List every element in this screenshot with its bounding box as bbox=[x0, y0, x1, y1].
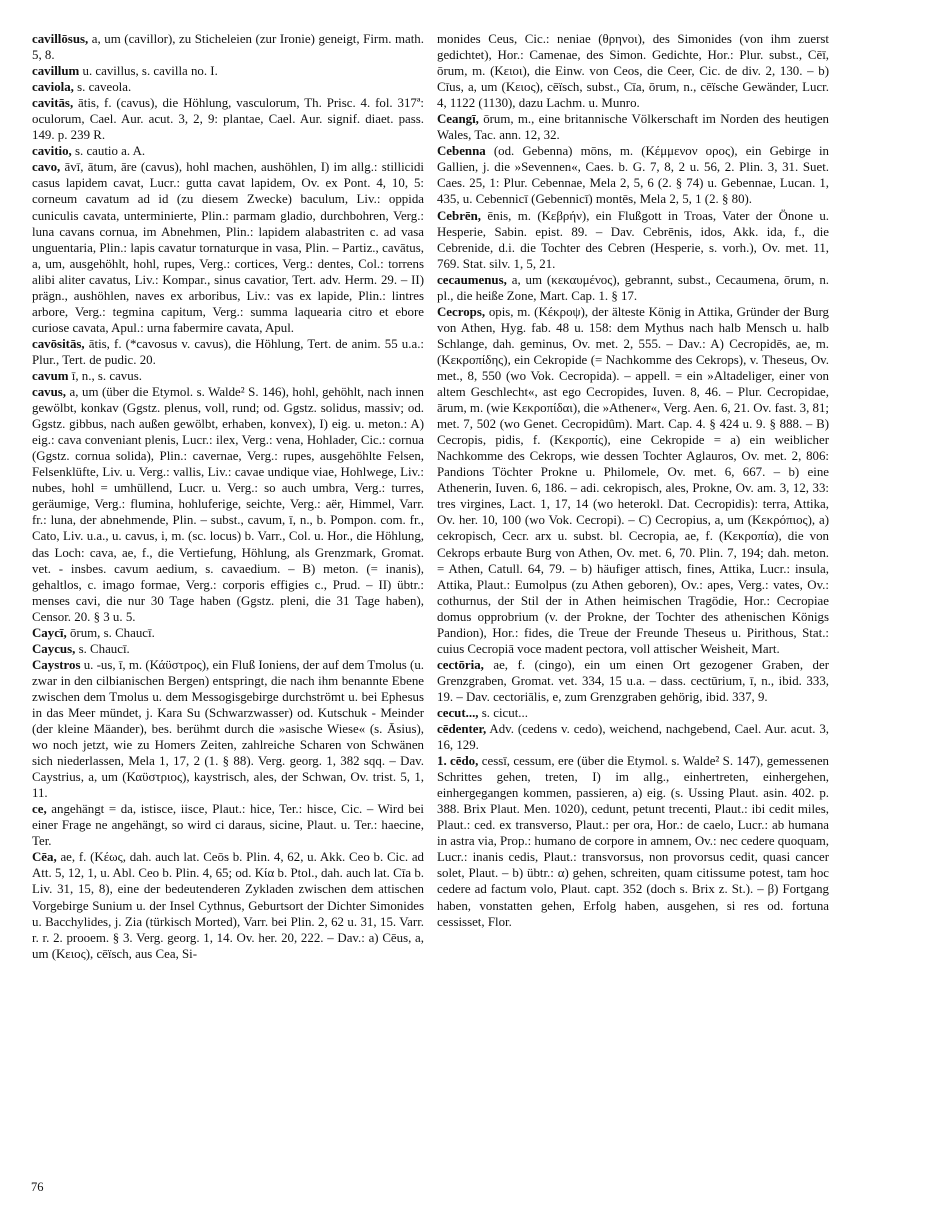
entry-definition: ēnis, m. (Κεβρήν), ein Flußgott in Troas, Vater der Önone u. Hesperie, Sabin. epist. 89. – Dav. Cebrēnis, idos, Akk. ida, f., die Cebrenide, d.i. die Tochter des Cebren (Hesperie, s. vorh.), Ov. met. 11, 769. Stat. silv. 1, 5, 21. bbox=[437, 208, 829, 271]
dictionary-entry bbox=[32, 641, 424, 657]
dictionary-entry bbox=[437, 753, 829, 930]
right-column bbox=[437, 31, 829, 930]
entry-definition: (od. Gebenna) mōns, m. (Κέμμενον ορος), ein Gebirge in Gallien, j. die »Sevennen«, Caes. b. G. 7, 8, 2 u. 56, 2. Plin. 3, 31. Suet. Caes. 25, 1: Plur. Cebennae, Mela 2, 5, 6 (2. § 74) u. Gebennae, Lucan. 1, 435, u. Cebennicī (Gebennicī) montēs, Mela 2, 5, 1 (2. § 80). bbox=[437, 144, 829, 207]
dictionary-entry bbox=[437, 721, 829, 753]
entry-headword: Caystros bbox=[32, 657, 81, 672]
dictionary-entry bbox=[437, 31, 829, 111]
entry-headword: cavitio, bbox=[32, 144, 72, 159]
entry-headword: cavitās, bbox=[32, 96, 74, 111]
dictionary-entry bbox=[32, 801, 424, 849]
dictionary-entry bbox=[437, 705, 829, 721]
entry-headword: cavo, bbox=[32, 160, 61, 175]
dictionary-entry bbox=[437, 111, 829, 143]
entry-headword: 1. cēdo, bbox=[437, 754, 479, 769]
entry-definition: ōrum, s. Chaucī. bbox=[69, 625, 155, 640]
dictionary-entry bbox=[32, 625, 424, 641]
dictionary-entry bbox=[32, 95, 424, 143]
entry-definition: angehängt = da, istisce, iisce, Plaut.: hice, Ter.: hisce, Cic. – Wird bei einer Frage ne angehängt, so wird ci daraus, sicine, Plaut. u. Ter.: haecine, Ter. bbox=[32, 802, 424, 849]
entry-definition: ae, f. (Κέως, dah. auch lat. Ceōs b. Plin. 4, 62, u. Akk. Ceo b. Cic. ad Att. 5, 12, 1, u. Abl. Ceo b. Plin. 4, 65; od. Κία b. Ptol., dah. auch lat. Cīa b. Liv. 31, 15, 8), eine der bedeutenderen Zykladen zwischen dem attischen Vorgebirge Sunium u. der Insel Cythnus, Geburtsort der Dichter Simonides u. Bacchylides, j. Zia (türkisch Morted), Varr. bei Plin. 2, 62 u. 31, 15. Varr. r. r. 2. prooem. § 3. Verg. georg. 1, 14. Ov. her. 20, 222. – Dav.: a) Cēus, a, um (Κειος), cēïsch, aus Cea, Si- bbox=[32, 850, 424, 961]
entry-definition: ātis, f. (cavus), die Höhlung, vasculorum, Th. Prisc. 4. fol. 317ª: oculorum, Cael. Aur. acut. 3, 2, 9: plantae, Cael. Aur. signif. diaet. pass. 149. p. 239 R. bbox=[32, 96, 424, 143]
entry-headword: cavōsitās, bbox=[32, 336, 85, 351]
dictionary-entry bbox=[32, 79, 424, 95]
entry-headword: Caycī, bbox=[32, 625, 67, 640]
dictionary-entry bbox=[32, 336, 424, 368]
dictionary-entry bbox=[437, 272, 829, 304]
entry-definition: s. caveola. bbox=[77, 80, 132, 95]
entry-definition: a, um (über die Etymol. s. Walde² S. 146), hohl, gehöhlt, nach innen gewölbt, konkav (Ggstz. plenus, voll, rund; od. Ggstz. solidus, massiv; od. Ggstz. gibbus, nach außen gewölbt, erhaben, konvex), I) eig. u. meton.: A) eig.: cava conveniant plenis, Lucr.: ilex, Verg.: vena, Hohlader, Cic.: cornua (Ggstz. cornua solida), Plin.: cavernae, Verg.: rupes, ausgehöhlte Felsen, Felsenklüfte, Liv. u. Verg.: vallis, Liv.: cavae undique viae, Hohlwege, Liv.: nubes, hohl = umhüllend, Lucr. u. Verg.: so auch umbra, Verg.: turres, geräumige, Verg.: flumina, hohluferige, seichte, Verg.: aër, Himmel, Varr. fr.: luna, der abnehmende, Plin. – subst., cavum, ī, n., b. Pompon. com. fr., Cato, Liv. u.a., u. cavus, i, m. (sc. locus) b. Varr., Col. u. Hor., die Höhlung, das Loch: cava, ae, f., die Vertiefung, Höhlung, als Grenzmark, Gromat. vet. - insbes. cavum aedium, s. cavaedium. – B) meton. (= inanis), gehaltlos, c. imago formae, Verg.: corporis effigies c., Prud. – II) übtr.: menses cavi, die nur 30 Tage haben (Ggstz. pleni, die 31 Tage haben), Censor. 20. § 3 u. 5. bbox=[32, 385, 424, 624]
dictionary-entry bbox=[437, 143, 829, 207]
dictionary-entry bbox=[437, 208, 829, 272]
entry-headword: Cebenna bbox=[437, 144, 486, 159]
entry-headword: cavus, bbox=[32, 385, 67, 400]
entry-headword: cecut..., bbox=[437, 705, 479, 720]
entry-headword: Caycus, bbox=[32, 641, 76, 656]
entry-headword: Cecrops, bbox=[437, 304, 486, 319]
entry-definition: āvī, ātum, āre (cavus), hohl machen, aushöhlen, I) im allg.: stillicidi casus lapidem cavat, Lucr.: gutta cavat lapidem, Ov. ex Pont. 4, 10, 5: corneum cavatum ad id (zu diesem Zwecke) baculum, Liv.: oppida cuniculis cavata, unterminierte, Plin.: parmam gladio, durchbohren, Verg.: luna cavans cornua, im Abnehmen, Plin.: lapidem alabastriten c. ad vasa unguentaria, Plin.: lapis cavatur tornaturque in vasa, Plin. – Partiz., cavātus, a, um, ausgehöhlt, hohl, rupes, Verg.: cortices, Verg.: dentes, Col.: torrens alibi aliter cavatus, Liv.: Kompar., sinus cavatior, Tert. adv. Herm. 29. – II) prägn., aushöhlen, naves ex arboribus, Liv.: vas ex lapide, Plin.: lintres arbore, Verg.: tegmina capitum, Verg.: summa laquearia citro et ebore curiose cavata, Apul.: urna fabermire cavata, Apul. bbox=[32, 160, 424, 335]
entry-definition: Adv. (cedens v. cedo), weichend, nachgebend, Cael. Aur. acut. 3, 16, 129. bbox=[437, 722, 829, 753]
entry-definition: s. Chaucī. bbox=[78, 641, 130, 656]
page-number: 76 bbox=[31, 1180, 44, 1194]
entry-definition: ī, n., s. cavus. bbox=[71, 368, 142, 383]
dictionary-entry bbox=[437, 657, 829, 705]
entry-headword: cēdenter, bbox=[437, 722, 487, 737]
entry-definition: monides Ceus, Cic.: neniae (θρηνοι), des Simonides (von ihm zuerst gedichtet), Hor.: Camenae, des Simon. Gedichte, Hor.: Plur. subst., Cēī, ōrum, m. (Κειοι), die Einw. von Ceos, die Ceer, Cic. de div. 2, 130. – b) Cīus, a, um (Κειος), cēïsch, subst., Cīa, ōrum, n., cēïsche Gewänder, Lucr. 4, 1122 (1130), dazu Lachm. u. Munro. bbox=[437, 32, 829, 111]
entry-definition: u. -us, ī, m. (Κάϋστρος), ein Fluß Ioniens, der auf dem Tmolus (u. zwar in den cilbianischen Bergen) entspringt, die nach ihm benannte Ebene zwischen dem Tmolus u. dem Messogisgebirge durchströmt u. bei Ephesus in das Meer mündet, j. Kara Su (Schwarzwasser) od. Kutschuk - Meinder (der kleine Mäander), bes. berühmt durch die »asische Wiese« (s. Āsius), wo noch jetzt, wie zu Homers Zeiten, zahlreiche Scharen von Schwänen sich niederlassen, Mela 1, 17, 2 (1. § 88). Verg. georg. 1, 382 sqq. – Dav. Caystrius, a, um (Καϋστριος), kaystrisch, ales, der Schwan, Ov. trist. 5, 1, 11. bbox=[32, 657, 424, 801]
dictionary-entry bbox=[32, 657, 424, 801]
entry-definition: ae, f. (cingo), ein um einen Ort gezogener Graben, der Grenzgraben, Gromat. vet. 334, 15 u.a. – dass. cectūrium, ī, n., ibid. 333, 19. – Dav. cectoriālis, e, zum Grenzgraben gehörig, ibid. 337, 9. bbox=[437, 657, 829, 704]
entry-headword: cavillōsus, bbox=[32, 32, 89, 46]
dictionary-entry bbox=[32, 31, 424, 63]
entry-headword: cectōria, bbox=[437, 657, 484, 672]
left-column bbox=[32, 31, 424, 962]
dictionary-entry bbox=[437, 304, 829, 657]
entry-headword: Ceangī, bbox=[437, 112, 479, 127]
dictionary-entry bbox=[32, 159, 424, 336]
entry-definition: ātis, f. (*cavosus v. cavus), die Höhlung, Tert. de anim. 55 u.a.: Plur., Tert. de pudic. 20. bbox=[32, 336, 424, 367]
entry-definition: a, um (κεκαυμένος), gebrannt, subst., Cecaumena, ōrum, n. pl., die heiße Zone, Mart. Cap. 1. § 17. bbox=[437, 272, 829, 303]
entry-definition: s. cautio a. A. bbox=[74, 144, 146, 159]
entry-definition: a, um (cavillor), zu Sticheleien (zur Ironie) geneigt, Firm. math. 5, 8. bbox=[32, 32, 424, 63]
dictionary-entry bbox=[32, 143, 424, 159]
entry-definition: u. cavillus, s. cavilla no. I. bbox=[82, 64, 218, 79]
entry-headword: cavum bbox=[32, 368, 69, 383]
entry-headword: ce, bbox=[32, 802, 47, 817]
entry-headword: cavillum bbox=[32, 64, 80, 79]
entry-headword: cecaumenus, bbox=[437, 272, 507, 287]
entry-headword: Cebrēn, bbox=[437, 208, 482, 223]
entry-definition: ōrum, m., eine britannische Völkerschaft im Norden des heutigen Wales, Tac. ann. 12, 32. bbox=[437, 112, 829, 143]
entry-headword: caviola, bbox=[32, 80, 74, 95]
dictionary-entry bbox=[32, 384, 424, 625]
dictionary-entry bbox=[32, 849, 424, 961]
dictionary-entry bbox=[32, 63, 424, 79]
dictionary-entry bbox=[32, 368, 424, 384]
entry-headword: Cēa, bbox=[32, 850, 57, 865]
entry-definition: cessī, cessum, ere (über die Etymol. s. Walde² S. 147), gemessenen Schrittes gehen, treten, I) im allg., einhertreten, einhergehen, einhergegangen kommen, passieren, a) eig. (s. Ussing Plaut. asin. 402. p. 388. Brix Plaut. Men. 1020), cedunt, petunt trecenti, Plaut.: ibi cedit miles, Plaut.: ced. ex transverso, Plaut.: per ora, Hor.: de caelo, Lucr.: ab humana in astra via, Prop.: humano de corpore in amnem, Ov.: nec cedere quoquam, Lucr.: inanis cedis, Plaut.: transvorsus, non provorsus cedit, quasi cancer solet, Plaut. – b) übtr.: α) gehen, schreiten, quam citissume potest, tam hoc cedere ad factum volo, Plaut. capt. 352 (doch s. Brix z. St.). – β) Fortgang haben, vonstatten gehen, Erfolg haben, ausgehen, si res od. fortuna cessisset, Flor. bbox=[437, 754, 829, 929]
entry-definition: opis, m. (Κέκροψ), der älteste König in Attika, Gründer der Burg von Athen, Hyg. fab. 48 u. 158: dem Mythus nach halb Mensch u. halb Schlange, dah. geminus, Ov. met. 2, 555. – Dav.: A) Cecropidēs, ae, m. (Κεκροπίδης), ein Cekropide (= Nachkomme des Cekrops), v. Theseus, Ov. met., 8, 550 (wo Vok. Cecropida). – appell. = ein »Altadeliger, einer von altem Geschlecht«, ast ego Cecropides, Iuven. 8, 46. – Plur. Cecropidae, ārum, m. (wie Κεκροπίδαι), die »Athener«, Verg. Aen. 6, 21. Ov. fast. 3, 81; met. 7, 502 (wo Genet. Cecropidûm). Mart. Cap. 4. § 424 u. 9. § 888. – B) Cecropis, pidis, f. (Κεκροπίς), eine Cekropide = a) ein weiblicher Nachkomme des Cekrops, wie dessen Tochter Aglauros, Ov. met. 2, 806: Pandions Töchter Prokne u. Philomele, Ov. met. 6, 667. – b) eine Athenerin, Iuven. 6, 186. – adi. cekropisch, ales, Prokne, Ov. am. 3, 12, 33: tres virgines, Lact. 1, 17, 14 (wo heterokl. Dat. Cecropidis): terra, Attika, Ov. her. 10, 100 (wo Vok. Cecropi). – C) Cecropius, a, um (Κεκρόπιος), a) cekropisch, Cecr. arx u. subst. bl. Cecropia, ae, f. (Κεκροπία), die von Cekrops erbaute Burg von Athen, Ov. met. 6, 70. Plin. 7, 194; dah. meton. = Athen, Catull. 64, 79. – b) häufiger attisch, fines, Attika, Lucr.: insula, Attika, Plaut.: Eumolpus (zu Athen geboren), Ov.: apes, Verg.: vates, Ov.: cothurnus, der Stil der in Athen heimischen Tragödie, Hor.: Cecropiae domus opprobrium (v. der Prokne, der Tochter des athenischen Königs Pandion), Hor.: fides, die Treue der Freunde Theseus u. Pirithous, Stat.: cuius Cecropiā voce madent pectora, voll attischer Weisheit, Mart. bbox=[437, 304, 829, 656]
entry-definition: s. cicut... bbox=[481, 705, 528, 720]
